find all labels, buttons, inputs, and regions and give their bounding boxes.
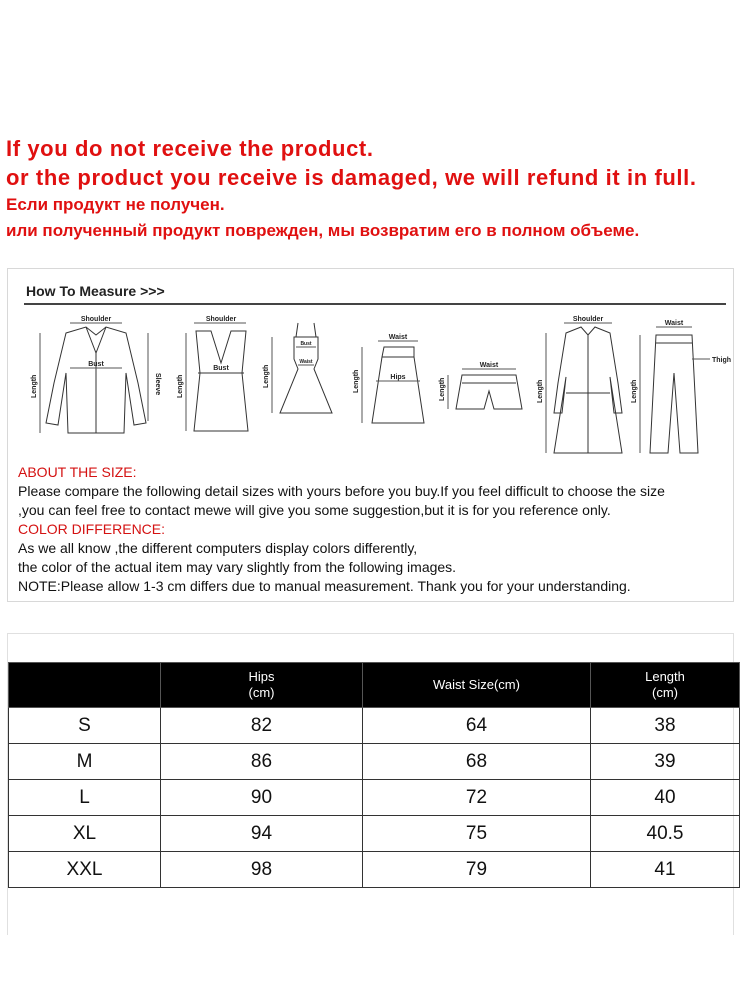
length-cell: 40.5 <box>591 816 740 852</box>
size-cell: M <box>9 744 161 780</box>
about-size-line-2: ,you can feel free to contact mewe will give you some suggestion,but it is for you reference only. <box>18 502 611 518</box>
hips-cell: 86 <box>161 744 363 780</box>
length-cell: 38 <box>591 708 740 744</box>
header-length: Length (cm) <box>591 663 740 708</box>
table-row <box>9 852 740 888</box>
notice-ru-line-1: Если продукт не получен. <box>6 195 225 214</box>
skirt-label-hips: Hips <box>390 374 406 381</box>
size-chart-panel <box>7 633 734 935</box>
shirt-label-bust: Bust <box>88 361 104 368</box>
vest-label-bust: Bust <box>213 365 229 372</box>
length-cell: 40 <box>591 780 740 816</box>
header-hips: Hips (cm) <box>161 663 363 708</box>
skirt-diagram <box>353 334 424 423</box>
length-cell: 41 <box>591 852 740 888</box>
table-row <box>9 816 740 852</box>
size-cell: XL <box>9 816 161 852</box>
vest-label-length: Length <box>177 374 184 398</box>
hips-cell: 82 <box>161 708 363 744</box>
notice-en-line-2: or the product you receive is damaged, we will refund it in full. <box>6 165 697 190</box>
header-size <box>9 663 161 708</box>
waist-cell: 75 <box>363 816 591 852</box>
length-cell: 39 <box>591 744 740 780</box>
hips-cell: 90 <box>161 780 363 816</box>
notice-en-line-1: If you do not receive the product. <box>6 136 374 161</box>
about-size-heading: ABOUT THE SIZE: <box>18 464 137 480</box>
coat-label-shoulder: Shoulder <box>572 316 604 323</box>
dress-diagram <box>263 323 332 413</box>
pants-label-thigh: Thigh <box>712 357 732 364</box>
shorts-label-waist: Waist <box>479 362 499 369</box>
skirt-label-length: Length <box>353 369 360 393</box>
waist-cell: 72 <box>363 780 591 816</box>
about-size-line-1: Please compare the following detail sizes with yours before you buy.If you feel difficult to choose the size <box>18 483 665 499</box>
hips-cell: 94 <box>161 816 363 852</box>
notice-ru-line-2: или полученный продукт поврежден, мы возвратим его в полном объеме. <box>6 221 640 240</box>
dress-label-bust: Bust <box>300 341 312 347</box>
pants-diagram <box>631 320 731 453</box>
size-cell: L <box>9 780 161 816</box>
coat-label-length: Length <box>537 379 544 403</box>
coat-diagram <box>537 316 622 453</box>
shorts-label-length: Length <box>439 377 446 401</box>
garment-illustrations <box>26 313 732 463</box>
color-difference-line-1: As we all know ,the different computers display colors differently, <box>18 540 418 556</box>
color-difference-line-2: the color of the actual item may vary slightly from the following images. <box>18 559 457 575</box>
shirt-label-sleeve: Sleeve <box>154 373 161 396</box>
skirt-label-waist: Waist <box>388 334 408 341</box>
table-row <box>9 780 740 816</box>
vest-label-shoulder: Shoulder <box>205 316 237 323</box>
hips-cell: 98 <box>161 852 363 888</box>
measurement-note: NOTE:Please allow 1-3 cm differs due to manual measurement. Thank you for your understanding. <box>18 578 631 594</box>
waist-cell: 79 <box>363 852 591 888</box>
shirt-label-shoulder: Shoulder <box>80 316 112 323</box>
table-row <box>9 744 740 780</box>
size-cell: XXL <box>9 852 161 888</box>
header-waist: Waist Size(cm) <box>363 663 591 708</box>
pants-label-waist: Waist <box>664 320 684 327</box>
shirt-label-length: Length <box>31 374 38 398</box>
table-row <box>9 708 740 744</box>
pants-label-length: Length <box>631 379 638 403</box>
waist-cell: 64 <box>363 708 591 744</box>
measure-title: How To Measure >>> <box>26 283 165 299</box>
how-to-measure-panel <box>7 268 734 602</box>
refund-notice <box>6 134 746 244</box>
shirt-diagram <box>31 316 161 433</box>
size-chart-table <box>8 662 740 888</box>
vest-diagram <box>177 316 248 431</box>
color-difference-heading: COLOR DIFFERENCE: <box>18 521 166 537</box>
waist-cell: 68 <box>363 744 591 780</box>
measure-divider <box>24 303 726 305</box>
shorts-diagram <box>439 362 522 409</box>
dress-label-waist: Waist <box>299 359 313 365</box>
size-cell: S <box>9 708 161 744</box>
dress-label-length: Length <box>263 364 270 388</box>
size-info <box>18 463 730 596</box>
size-chart-header-row <box>9 663 740 708</box>
